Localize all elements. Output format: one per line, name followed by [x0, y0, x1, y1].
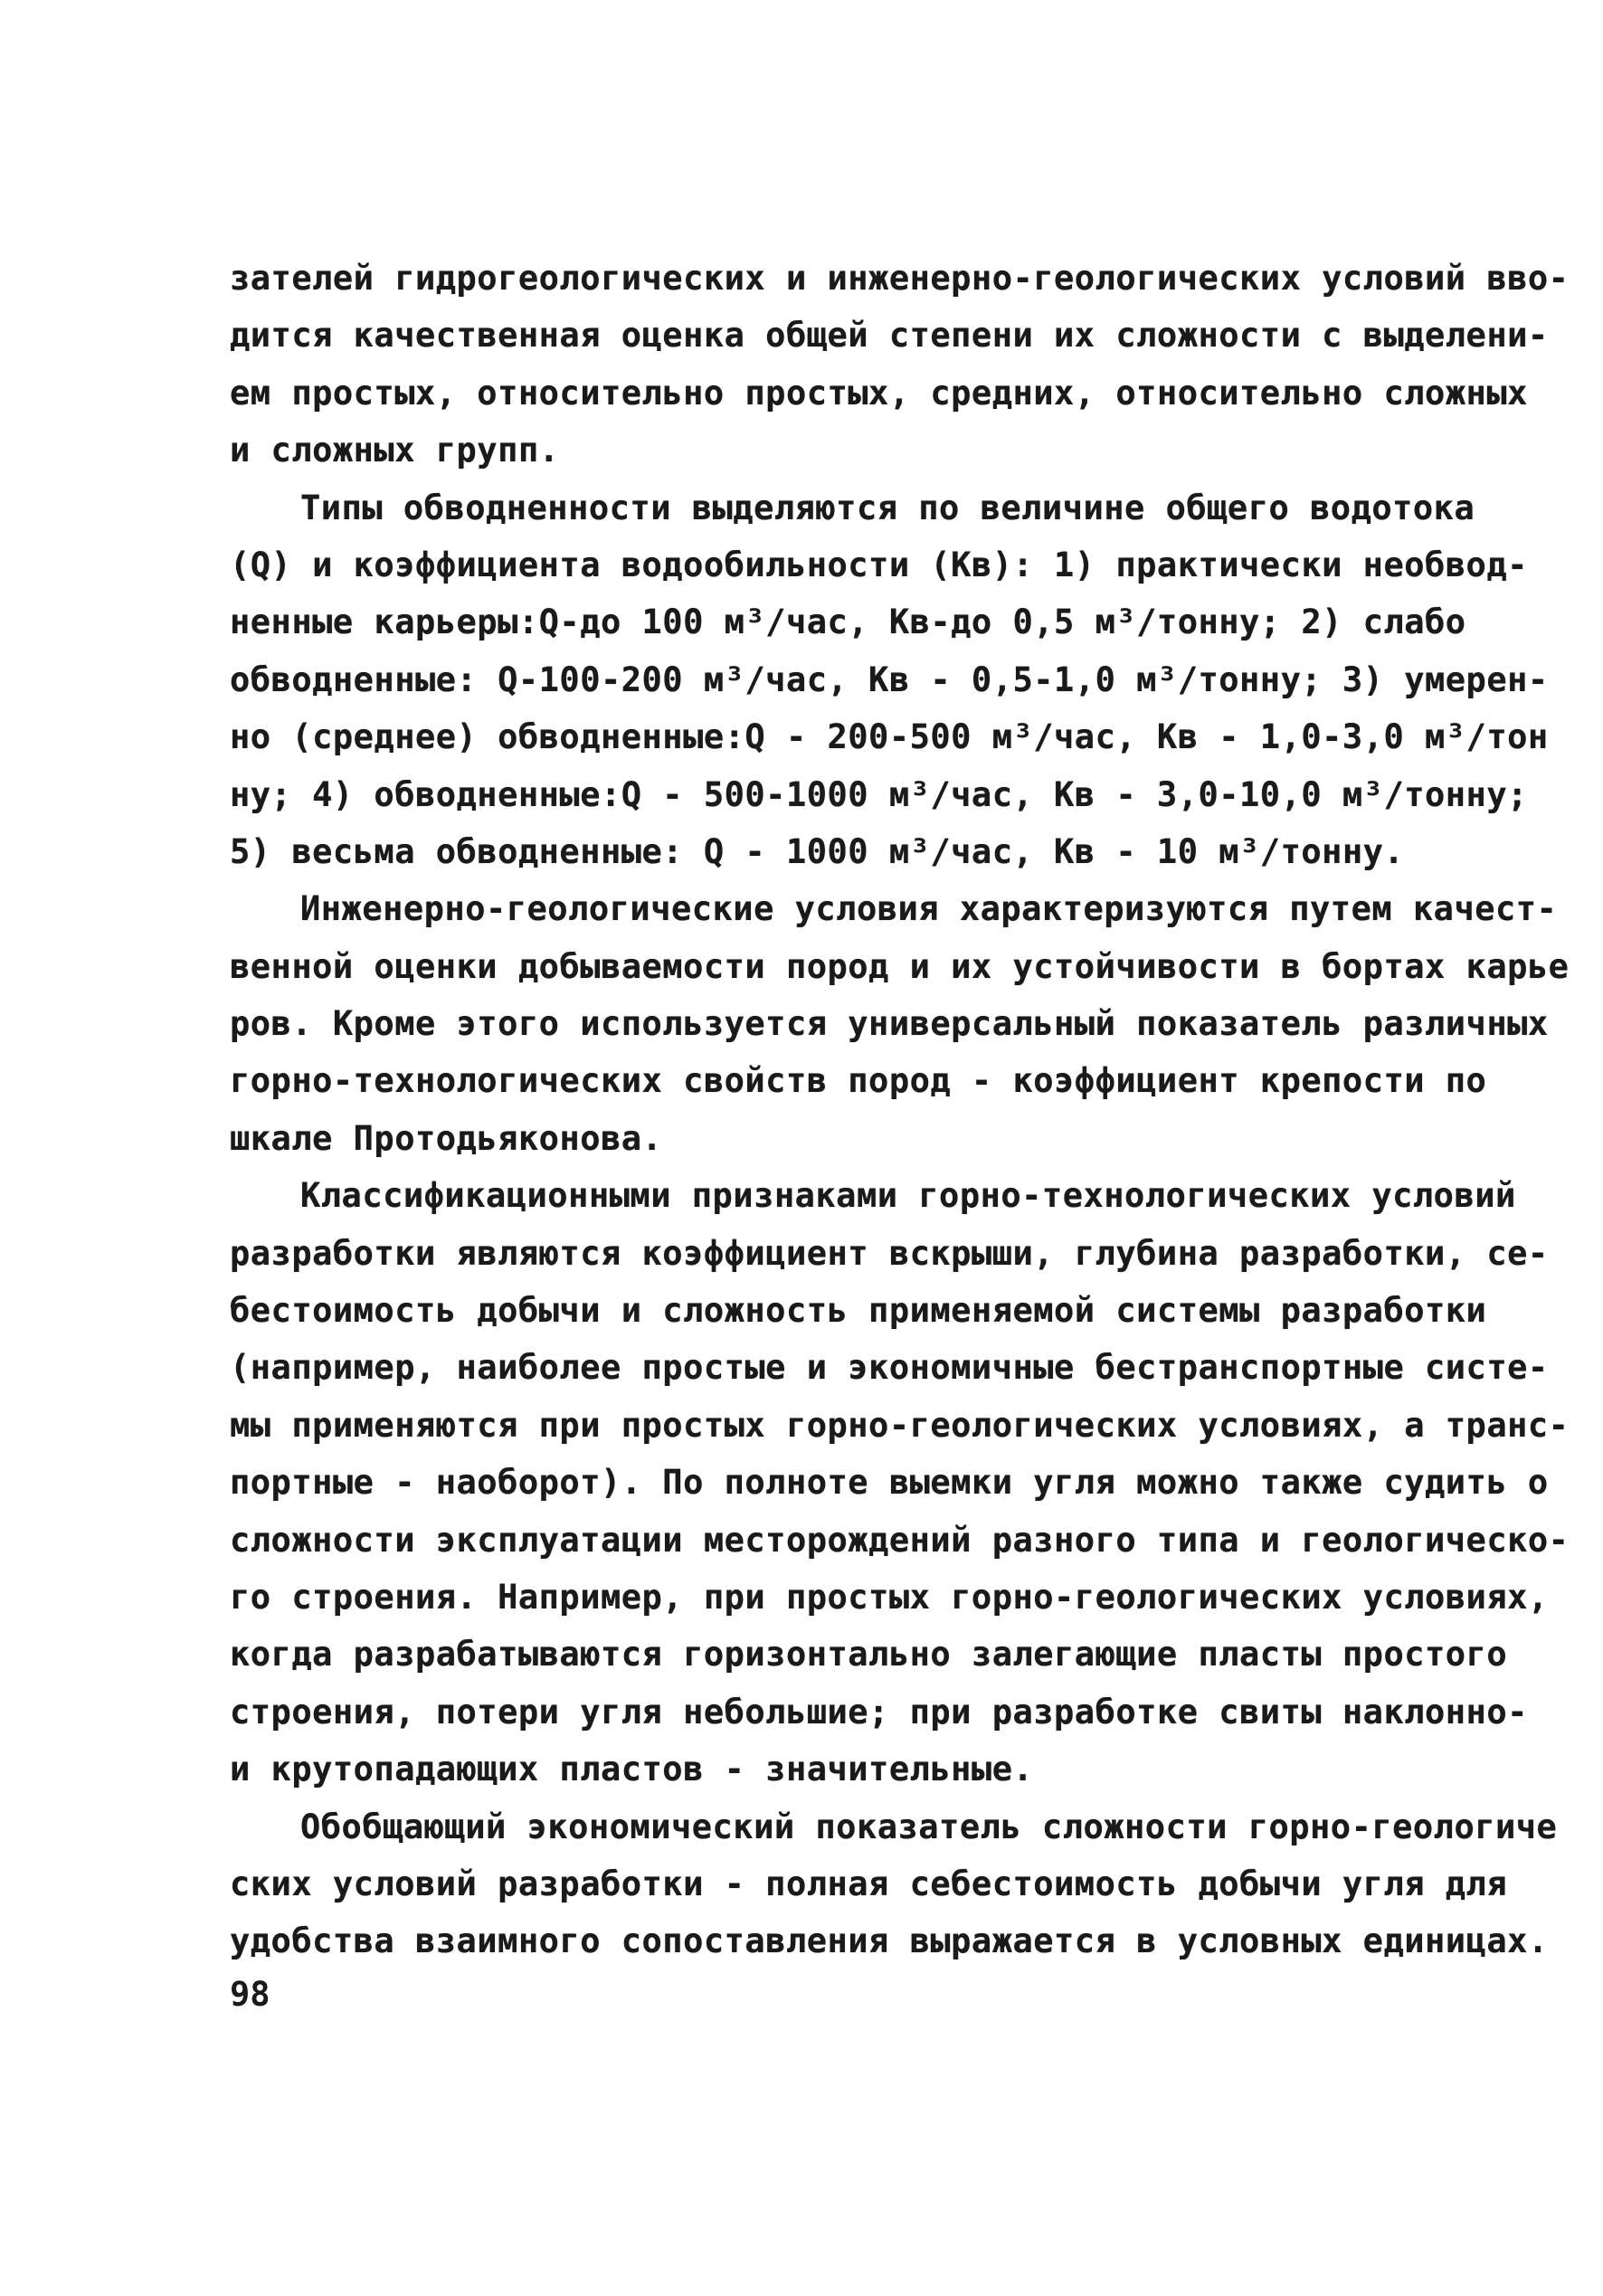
text-line: когда разрабатываются горизонтально залегающие пласты простого [230, 1635, 1508, 1675]
text-line: горно-технологических свойств пород - коэффициент крепости по [230, 1061, 1487, 1101]
text-line: зателей гидрогеологических и инженерно-геологических условий вво- [230, 259, 1570, 298]
text-line: и сложных групп. [230, 431, 560, 470]
text-line: бестоимость добычи и сложность применяемой системы разработки [230, 1291, 1487, 1331]
text-line: Типы обводненности выделяются по величине общего водотока [300, 488, 1475, 527]
text-line: венной оценки добываемости пород и их устойчивости в бортах карье [230, 946, 1570, 986]
text-line: обводненные: Q-100-200 м³/час, Кв - 0,5-1,0 м³/тонну; 3) умерен- [230, 659, 1549, 699]
text-line: (Q) и коэффициента водообильности (Kв): 1) практически необвод- [230, 545, 1528, 584]
text-line: Обобщающий экономический показатель сложности горно-геологиче [300, 1807, 1558, 1846]
text-line: ских условий разработки - полная себестоимость добычи угля для [230, 1864, 1508, 1903]
text-line: но (среднее) обводненные:Q - 200-500 м³/час, Кв - 1,0-3,0 м³/тон [230, 717, 1549, 757]
text-line: ем простых, относительно простых, средних, относительно сложных [230, 373, 1528, 413]
text-line: дится качественная оценка общей степени их сложности с выделени- [230, 316, 1549, 356]
page-number: 98 [230, 1975, 270, 2014]
text-line: и крутопадающих пластов - значительные. [230, 1750, 1034, 1789]
text-line: удобства взаимного сопоставления выражается в условных единицах. [230, 1921, 1549, 1961]
text-line: портные - наоборот). По полноте выемки угля можно также судить о [230, 1463, 1549, 1503]
text-line: 5) весьма обводненные: Q - 1000 м³/час, Кв - 10 м³/тонну. [230, 831, 1405, 871]
text-line: Инженерно-геологические условия характеризуются путем качест- [300, 889, 1558, 929]
text-line: разработки являются коэффициент вскрыши, глубина разработки, се- [230, 1233, 1549, 1273]
text-line: ну; 4) обводненные:Q - 500-1000 м³/час, Кв - 3,0-10,0 м³/тонну; [230, 774, 1528, 814]
text-line: сложности эксплуатации месторождений разного типа и геологическо- [230, 1520, 1570, 1560]
text-line: мы применяются при простых горно-геологических условиях, а транс- [230, 1405, 1570, 1445]
body-text [230, 250, 1570, 1970]
text-line: (например, наиболее простые и экономичные бестранспортные систе- [230, 1348, 1549, 1388]
text-line: шкале Протодьяконова. [230, 1118, 663, 1158]
text-line: Классификационными признаками горно-технологических условий [300, 1176, 1516, 1216]
text-line: строения, потери угля небольшие; при разработке свиты наклонно- [230, 1692, 1528, 1731]
text-line: го строения. Например, при простых горно-геологических условиях, [230, 1577, 1549, 1617]
text-line: ненные карьеры:Q-до 100 м³/час, Кв-до 0,5 м³/тонну; 2) слабо [230, 602, 1466, 642]
text-line: ров. Кроме этого используется универсальный показатель различных [230, 1004, 1549, 1044]
